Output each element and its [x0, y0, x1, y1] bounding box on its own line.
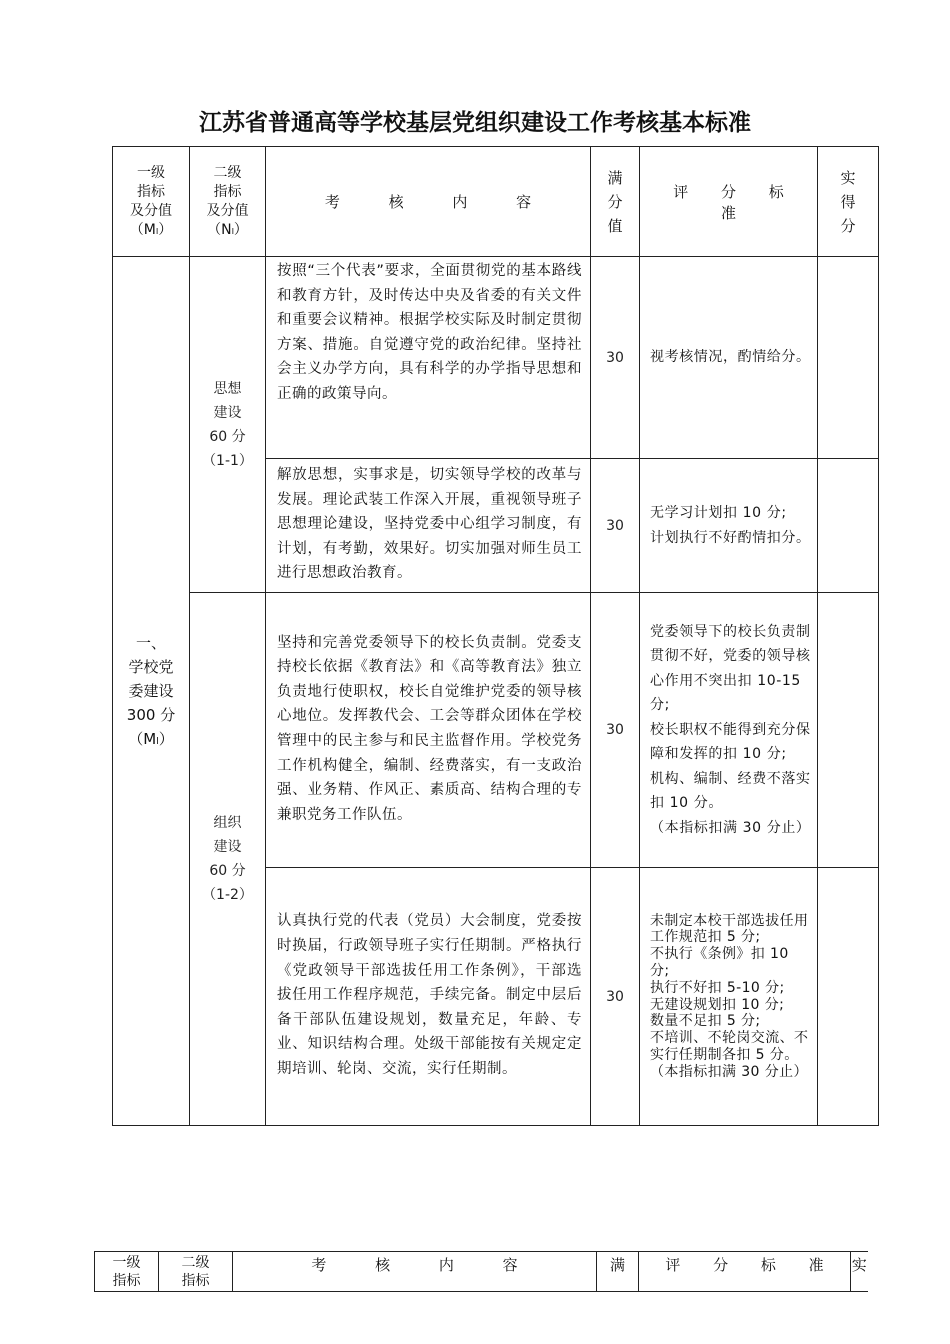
- scoring-criteria: [640, 593, 818, 868]
- footer-content: 考 核 内 容: [233, 1252, 597, 1292]
- level1-line: 一、: [135, 634, 166, 652]
- standards-table: [112, 146, 879, 1126]
- header-level1-line: 一级: [137, 164, 165, 181]
- header-level2-line: 及分值: [206, 202, 249, 219]
- footer-level2-line: 指标: [181, 1272, 210, 1289]
- next-page-header-row: [95, 1252, 868, 1292]
- header-level1: [113, 147, 190, 257]
- header-level2-line: 指标: [213, 183, 242, 200]
- footer-full-score: 满: [597, 1252, 639, 1292]
- header-actual-score-line: 得: [840, 192, 856, 211]
- header-criteria: 评 分 标 准: [640, 147, 818, 257]
- criteria-line: 计划执行不好酌情扣分。: [650, 529, 811, 546]
- level2-line: 60 分: [209, 428, 246, 445]
- level1-line: （Mₗ）: [128, 730, 174, 748]
- actual-score-cell: [818, 593, 879, 868]
- header-actual-score-line: 分: [840, 216, 856, 235]
- level1-line: 学校党: [128, 658, 174, 676]
- footer-level1: [95, 1252, 159, 1292]
- header-level2-line: （Nₗ）: [207, 221, 248, 238]
- level1-indicator: [113, 257, 190, 1126]
- actual-score-cell: [818, 257, 879, 459]
- full-score: 30: [591, 257, 640, 459]
- criteria-line: 不执行《条例》扣 10 分;: [650, 946, 789, 979]
- actual-score-cell: [818, 868, 879, 1126]
- level2-line: 建设: [213, 404, 242, 421]
- level2-line: （1-2）: [202, 887, 253, 903]
- table-row: [113, 257, 879, 459]
- footer-level1-line: 指标: [112, 1272, 141, 1289]
- header-level2: [190, 147, 266, 257]
- table-header-row: [113, 147, 879, 257]
- criteria-line: 执行不好扣 5-10 分;: [650, 979, 785, 996]
- level2-line: 60 分: [209, 863, 246, 879]
- level2-line: （1-1）: [202, 452, 253, 469]
- header-content: 考 核 内 容: [266, 147, 591, 257]
- assessment-content: 按照“三个代表”要求，全面贯彻党的基本路线和教育方针，及时传达中央及省委的有关文件和重要会议精神。根据学校实际及时制定贯彻方案、措施。自觉遵守党的政治纪律。坚持社会主义办学方向，具有科学的办学指导思想和正确的政策导向。: [266, 257, 591, 459]
- header-full-score-line: 值: [607, 216, 623, 235]
- scoring-criteria: [640, 868, 818, 1126]
- criteria-line: 校长职权不能得到充分保障和发挥的扣 10 分;: [650, 721, 811, 763]
- level2-line: 建设: [213, 839, 242, 855]
- header-level1-line: 及分值: [130, 202, 172, 219]
- level1-line: 委建设: [128, 682, 174, 700]
- assessment-content: 坚持和完善党委领导下的校长负责制。党委支持校长依据《教育法》和《高等教育法》独立负责地行使职权，校长自觉维护党委的领导核心地位。发挥教代会、工会等群众团体在学校管理中的民主参与和民主监督作用。学校党务工作机构健全，编制、经费落实，有一支政治强、业务精、作风正、素质高、结构合理的专兼职党务工作队伍。: [266, 593, 591, 868]
- full-score: 30: [591, 593, 640, 868]
- scoring-criteria: [640, 257, 818, 459]
- criteria-line: （本指标扣满 30 分止）: [650, 819, 811, 836]
- level2-line: 组织: [213, 815, 242, 831]
- scoring-criteria: [640, 459, 818, 593]
- header-actual-score-line: 实: [840, 168, 856, 187]
- level2-indicator: [190, 257, 266, 593]
- criteria-line: （本指标扣满 30 分止）: [650, 1063, 808, 1080]
- footer-level2: [159, 1252, 233, 1292]
- level1-line: 300 分: [126, 706, 176, 724]
- criteria-line: 不培训、不轮岗交流、不实行任期制各扣 5 分。: [650, 1030, 809, 1063]
- criteria-line: 视考核情况，酌情给分。: [650, 349, 811, 366]
- header-level1-line: （Mₗ）: [129, 221, 173, 238]
- footer-criteria: 评 分 标 准: [639, 1252, 851, 1292]
- criteria-line: 无建设规划扣 10 分;: [650, 996, 785, 1013]
- criteria-line: 机构、编制、经费不落实扣 10 分。: [650, 770, 811, 812]
- header-full-score-line: 分: [607, 192, 623, 211]
- full-score: 30: [591, 459, 640, 593]
- document-title: 江苏省普通高等学校基层党组织建设工作考核基本标准: [199, 110, 751, 136]
- criteria-line: 无学习计划扣 10 分;: [650, 505, 787, 521]
- table-row: [113, 593, 879, 868]
- footer-level1-line: 一级: [112, 1254, 141, 1271]
- header-level2-line: 二级: [213, 164, 242, 181]
- footer-level2-line: 二级: [181, 1254, 210, 1271]
- criteria-line: 数量不足扣 5 分;: [650, 1013, 761, 1030]
- next-page-header-table: [94, 1251, 868, 1292]
- criteria-line: 未制定本校干部选拔任用工作规范扣 5 分;: [650, 912, 809, 946]
- level2-indicator: [190, 593, 266, 1126]
- header-level1-line: 指标: [137, 183, 165, 200]
- header-actual-score: [818, 147, 879, 257]
- footer-actual-score: 实: [851, 1252, 868, 1292]
- assessment-content: 认真执行党的代表（党员）大会制度，党委按时换届，行政领导班子实行任期制。严格执行《党政领导干部选拔任用工作条例》，干部选拔任用工作程序规范，手续完备。制定中层后备干部队伍建设规划，数量充足，年龄、专业、知识结构合理。处级干部能按有关规定定期培训、轮岗、交流，实行任期制。: [266, 868, 591, 1126]
- header-full-score-line: 满: [607, 168, 623, 187]
- level2-line: 思想: [213, 380, 242, 397]
- header-full-score: [591, 147, 640, 257]
- actual-score-cell: [818, 459, 879, 593]
- assessment-content: 解放思想，实事求是，切实领导学校的改革与发展。理论武装工作深入开展，重视领导班子思想理论建设，坚持党委中心组学习制度，有计划，有考勤，效果好。切实加强对师生员工进行思想政治教育。: [266, 459, 591, 593]
- criteria-line: 党委领导下的校长负责制贯彻不好，党委的领导核心作用不突出扣 10-15 分;: [650, 623, 811, 714]
- full-score: 30: [591, 868, 640, 1126]
